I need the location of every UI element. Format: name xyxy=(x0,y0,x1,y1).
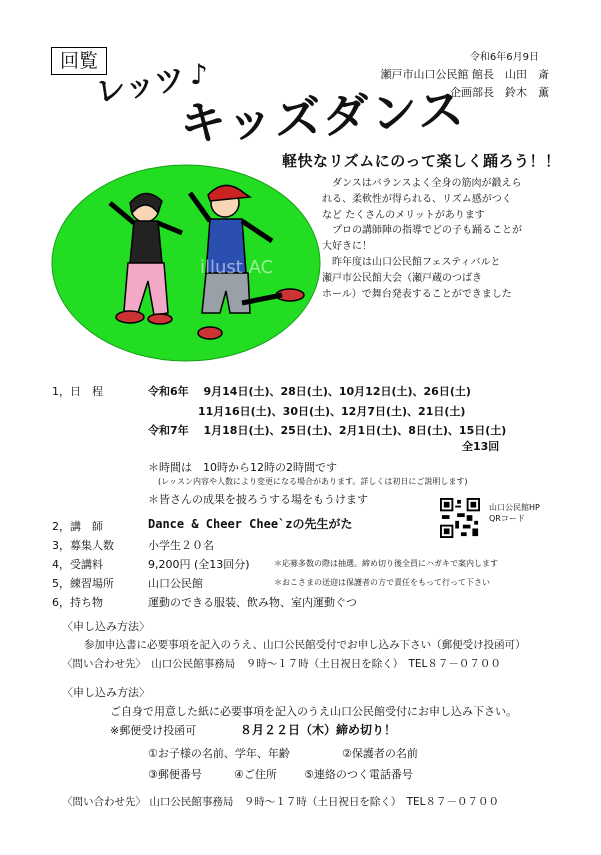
title-lets: レッツ xyxy=(93,61,188,111)
apply2-text: ご自身で用意した紙に必要事項を記入のうえ山口公民館受付にお申し込み下さい。 xyxy=(110,705,517,718)
detail-value-instructor: Dance & Cheer Chee`zの先生がた xyxy=(148,517,353,531)
detail-label-instructor: 2，講 師 xyxy=(52,520,103,533)
date: 令和6年6月9日 xyxy=(469,52,539,63)
music-note-icon: ♪ xyxy=(190,58,208,91)
detail-value-belongings: 運動のできる服装、飲み物、室内運動ぐつ xyxy=(148,596,357,609)
required-item: ⑤連絡のつく電話番号 xyxy=(304,768,413,781)
required-item: ④ご住所 xyxy=(234,768,277,781)
qr-label xyxy=(489,502,540,524)
required-item: ①お子様の名前、学年、年齢 xyxy=(148,747,290,760)
detail-value-fee: 9,200円 (全13回分) xyxy=(148,558,250,571)
schedule-total: 全13回 xyxy=(462,440,500,453)
qr-code-icon[interactable] xyxy=(440,498,480,538)
author-line-2: 企画部長 鈴木 薫 xyxy=(450,86,549,99)
intro-line: 瀬戸市公民館大会（瀬戸蔵のつばき xyxy=(322,272,482,284)
schedule-line-1: 令和6年 9月14日(土)、28日(土)、10月12日(土)、26日(土) xyxy=(148,385,471,398)
intro-line: れる、柔軟性が得られる、リズム感がつく xyxy=(322,193,512,205)
schedule-stage: ＊皆さんの成果を披ろうする場をもうけます xyxy=(148,493,368,506)
watermark: illust AC xyxy=(200,257,274,278)
apply1-contact: 〈問い合わせ先〉 山口公民館事務局 ９時～１７時（土日祝日を除く） TEL８７－０７００ xyxy=(62,658,501,670)
apply2-deadline: ８月２２日（木）締め切り！ xyxy=(240,723,397,737)
intro-line: など たくさんのメリットがあります xyxy=(322,209,485,221)
schedule-time: ＊時間は 10時から12時の2時間です xyxy=(148,461,337,474)
subtitle: 軽快なリズムにのって楽しく踊ろう！！ xyxy=(282,152,561,170)
detail-note-place: ＊おこさまの送迎は保護者の方で責任をもって行って下さい xyxy=(274,578,490,587)
intro-text xyxy=(322,176,562,302)
qr-label-2: QRコード xyxy=(489,514,525,523)
page-title: キッズダンス xyxy=(178,82,468,151)
schedule-line-2: 11月16日(土)、30日(土)、12月7日(土)、21日(土) xyxy=(198,405,466,418)
author-line-1: 瀬戸市山口公民館 館長 山田 斎 xyxy=(380,68,549,81)
detail-value-capacity: 小学生２０名 xyxy=(148,539,214,552)
apply2-contact: 〈問い合わせ先〉 山口公民館事務局 ９時～１７時（土日祝日を除く） TEL８７－０７００ xyxy=(62,796,499,808)
detail-value-place: 山口公民館 xyxy=(148,577,203,590)
detail-label-capacity: 3，募集人数 xyxy=(52,539,114,552)
detail-note-fee: ＊応募多数の際は抽選。締め切り後全員にハガキで案内します xyxy=(274,559,498,568)
dancing-kids-illustration xyxy=(50,163,322,363)
apply2-mailbox: ※郵便受け投函可 xyxy=(110,724,197,737)
schedule-time-note: (レッスン内容や人数により変更になる場合があります。詳しくは初日にご説明します) xyxy=(158,477,468,486)
detail-label-belongings: 6，持ち物 xyxy=(52,596,103,609)
apply1-text: 参加申込書に必要事項を記入のうえ、山口公民館受付でお申し込み下さい（郵便受け投函可） xyxy=(84,639,526,651)
detail-label-place: 5，練習場所 xyxy=(52,577,114,590)
intro-line: ダンスはバランスよく全身の筋肉が鍛えら xyxy=(322,178,522,189)
intro-line: プロの講師陣の指導でどの子も踊ることが xyxy=(322,225,522,237)
required-item: ③郵便番号 xyxy=(148,768,202,781)
schedule-line-3: 令和7年 1月18日(土)、25日(土)、2月1日(土)、8日(土)、15日(土) xyxy=(148,424,507,437)
schedule-label: 1，日 程 xyxy=(52,385,103,398)
detail-label-fee: 4，受講料 xyxy=(52,558,103,571)
required-item: ②保護者の名前 xyxy=(342,747,418,760)
intro-line: 大好きに！ xyxy=(322,241,372,253)
apply1-heading: 〈申し込み方法〉 xyxy=(62,620,150,633)
intro-line: ホール）で舞台発表することができました xyxy=(322,288,512,300)
kairan-box: 回覧 xyxy=(51,47,107,75)
qr-label-1: 山口公民館HP xyxy=(489,503,540,512)
apply2-heading: 〈申し込み方法〉 xyxy=(62,686,150,699)
intro-line: 昨年度は山口公民館フェスティバルと xyxy=(322,256,501,268)
